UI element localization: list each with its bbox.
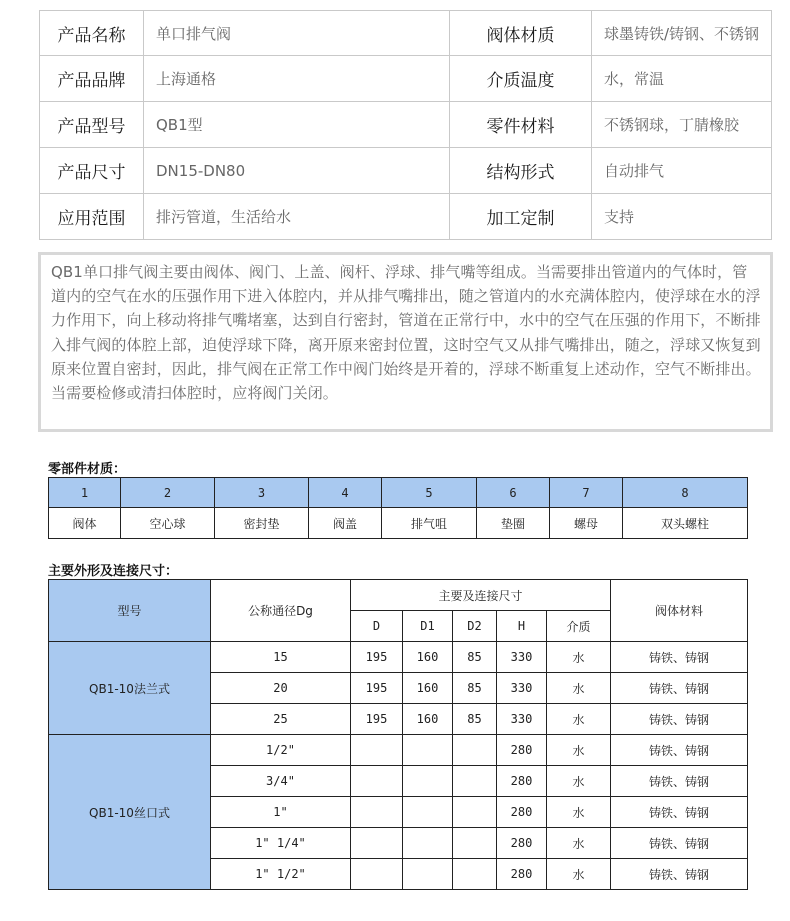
d1-cell: 160 <box>403 673 453 704</box>
header-col-d: D <box>351 611 403 642</box>
d-cell: 195 <box>351 642 403 673</box>
d-cell <box>351 797 403 828</box>
part-number: 5 <box>382 478 477 508</box>
table-row <box>49 642 748 673</box>
medium-cell: 水 <box>547 859 611 890</box>
spec-value: 上海通格 <box>144 56 450 102</box>
parts-section-title: 零部件材质： <box>48 462 127 477</box>
part-number: 2 <box>121 478 215 508</box>
dg-cell: 3/4" <box>211 766 351 797</box>
dims-header-row <box>49 580 748 611</box>
d-cell <box>351 828 403 859</box>
spec-value: 排污管道，生活给水 <box>144 194 450 240</box>
header-col-h: H <box>497 611 547 642</box>
d-cell: 195 <box>351 704 403 735</box>
d1-cell: 160 <box>403 704 453 735</box>
model-cell: QB1-10法兰式 <box>49 642 211 735</box>
part-number: 7 <box>550 478 623 508</box>
h-cell: 280 <box>497 828 547 859</box>
spec-key: 应用范围 <box>40 194 144 240</box>
medium-cell: 水 <box>547 828 611 859</box>
d2-cell: 85 <box>453 704 497 735</box>
spec-value: 单口排气阀 <box>144 11 450 56</box>
header-col-d2: D2 <box>453 611 497 642</box>
d2-cell <box>453 828 497 859</box>
material-cell: 铸铁、铸钢 <box>611 797 748 828</box>
material-cell: 铸铁、铸钢 <box>611 642 748 673</box>
spec-key: 产品品牌 <box>40 56 144 102</box>
medium-cell: 水 <box>547 797 611 828</box>
parts-number-row <box>49 478 748 508</box>
medium-cell: 水 <box>547 766 611 797</box>
medium-cell: 水 <box>547 735 611 766</box>
dg-cell: 25 <box>211 704 351 735</box>
d2-cell <box>453 797 497 828</box>
material-cell: 铸铁、铸钢 <box>611 828 748 859</box>
header-material: 阀体材料 <box>611 580 748 642</box>
spec-value: 支持 <box>592 194 772 240</box>
d2-cell: 85 <box>453 642 497 673</box>
part-number: 8 <box>623 478 748 508</box>
table-row <box>49 735 748 766</box>
d2-cell <box>453 766 497 797</box>
material-cell: 铸铁、铸钢 <box>611 766 748 797</box>
spec-row <box>40 102 772 148</box>
material-cell: 铸铁、铸钢 <box>611 735 748 766</box>
material-cell: 铸铁、铸钢 <box>611 673 748 704</box>
model-cell: QB1-10丝口式 <box>49 735 211 890</box>
dims-section-title: 主要外形及连接尺寸： <box>48 564 179 579</box>
description-text: QB1单口排气阀主要由阀体、阀门、上盖、阀杆、浮球、排气嘴等组成。当需要排出管道内的气体时，管道内的空气在水的压强作用下进入体腔内，并从排气嘴排出，随之管道内的水充满体腔内，使浮球在水的浮力作用下，向上移动将排气嘴堵塞，达到自行密封，管道在正常行中，水中的空气在压强的作用下，不断排入排气阀的体腔上部，迫使浮球下降，离开原来密封位置，这时空气又从排气嘴排出，随之，浮球又恢复到原来位置自密封，因此，排气阀在正常工作中阀门始终是开着的，浮球不断重复上述动作，空气不断排出。当需要检修或清扫体腔时，应将阀门关闭。 <box>51 263 761 403</box>
h-cell: 330 <box>497 642 547 673</box>
dg-cell: 15 <box>211 642 351 673</box>
spec-value: 自动排气 <box>592 148 772 194</box>
d2-cell: 85 <box>453 673 497 704</box>
header-col-medium: 介质 <box>547 611 611 642</box>
spec-value: QB1型 <box>144 102 450 148</box>
d2-cell <box>453 735 497 766</box>
spec-table <box>39 10 772 240</box>
part-number: 4 <box>309 478 382 508</box>
d1-cell <box>403 828 453 859</box>
header-dg: 公称通径Dg <box>211 580 351 642</box>
part-name: 双头螺柱 <box>623 508 748 539</box>
d1-cell <box>403 797 453 828</box>
dg-cell: 1" <box>211 797 351 828</box>
dg-cell: 20 <box>211 673 351 704</box>
spec-row <box>40 56 772 102</box>
part-name: 空心球 <box>121 508 215 539</box>
d-cell <box>351 735 403 766</box>
d-cell <box>351 766 403 797</box>
parts-name-row <box>49 508 748 539</box>
part-name: 密封垫 <box>215 508 309 539</box>
spec-key: 介质温度 <box>450 56 592 102</box>
spec-key: 产品名称 <box>40 11 144 56</box>
medium-cell: 水 <box>547 642 611 673</box>
spec-key: 产品型号 <box>40 102 144 148</box>
header-group: 主要及连接尺寸 <box>351 580 611 611</box>
spec-value: 水，常温 <box>592 56 772 102</box>
d-cell <box>351 859 403 890</box>
part-name: 垫圈 <box>477 508 550 539</box>
spec-row <box>40 11 772 56</box>
header-model: 型号 <box>49 580 211 642</box>
part-number: 3 <box>215 478 309 508</box>
dg-cell: 1/2" <box>211 735 351 766</box>
spec-key: 产品尺寸 <box>40 148 144 194</box>
part-number: 6 <box>477 478 550 508</box>
spec-key: 阀体材质 <box>450 11 592 56</box>
spec-value: 球墨铸铁/铸钢、不锈钢 <box>592 11 772 56</box>
material-cell: 铸铁、铸钢 <box>611 704 748 735</box>
spec-key: 结构形式 <box>450 148 592 194</box>
part-name: 阀盖 <box>309 508 382 539</box>
h-cell: 330 <box>497 673 547 704</box>
d-cell: 195 <box>351 673 403 704</box>
spec-value: 不锈钢球，丁腈橡胶 <box>592 102 772 148</box>
part-name: 排气咀 <box>382 508 477 539</box>
part-number: 1 <box>49 478 121 508</box>
medium-cell: 水 <box>547 704 611 735</box>
spec-row <box>40 148 772 194</box>
h-cell: 330 <box>497 704 547 735</box>
d1-cell <box>403 735 453 766</box>
header-col-d1: D1 <box>403 611 453 642</box>
spec-key: 零件材料 <box>450 102 592 148</box>
dims-table <box>48 579 748 890</box>
spec-row <box>40 194 772 240</box>
d1-cell <box>403 859 453 890</box>
spec-value: DN15-DN80 <box>144 148 450 194</box>
part-name: 阀体 <box>49 508 121 539</box>
description-box <box>38 252 773 432</box>
parts-table <box>48 477 748 539</box>
d1-cell: 160 <box>403 642 453 673</box>
dg-cell: 1" 1/2" <box>211 859 351 890</box>
spec-key: 加工定制 <box>450 194 592 240</box>
d1-cell <box>403 766 453 797</box>
h-cell: 280 <box>497 797 547 828</box>
part-name: 螺母 <box>550 508 623 539</box>
dg-cell: 1" 1/4" <box>211 828 351 859</box>
medium-cell: 水 <box>547 673 611 704</box>
material-cell: 铸铁、铸钢 <box>611 859 748 890</box>
d2-cell <box>453 859 497 890</box>
h-cell: 280 <box>497 735 547 766</box>
h-cell: 280 <box>497 766 547 797</box>
h-cell: 280 <box>497 859 547 890</box>
